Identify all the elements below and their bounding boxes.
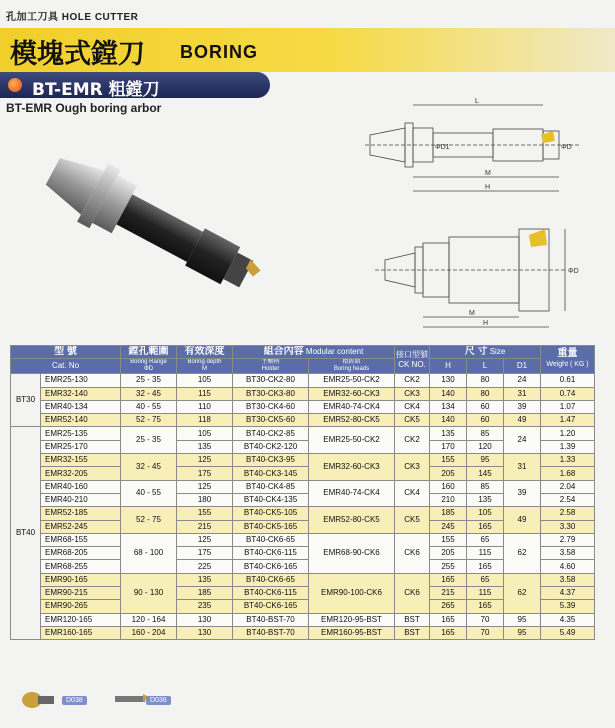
cell-range: 52 - 75 xyxy=(121,414,177,427)
cell-range: 25 - 35 xyxy=(121,427,177,454)
cell-d1: 24 xyxy=(504,374,541,387)
cell-holder: BT40-CK2-85 xyxy=(233,427,309,440)
cell-l: 60 xyxy=(467,414,504,427)
cell-l: 135 xyxy=(467,493,504,506)
cell-cat: EMR90-215 xyxy=(41,587,121,600)
cell-cat: EMR52-140 xyxy=(41,414,121,427)
cell-head: EMR52-80-CK5 xyxy=(309,414,395,427)
cell-ck: CK3 xyxy=(395,454,430,481)
dim-h-label: H xyxy=(485,184,491,191)
cell-weight: 1.07 xyxy=(541,400,595,413)
cell-weight: 4.35 xyxy=(541,613,595,626)
cell-l: 95 xyxy=(467,454,504,467)
header-ck: 接口型號 CK NO. xyxy=(395,346,430,374)
header-depth-cn: 有效深度 xyxy=(177,346,233,359)
table-row xyxy=(11,626,595,639)
cell-h: 165 xyxy=(430,613,467,626)
table-row xyxy=(11,613,595,626)
cell-weight: 2.54 xyxy=(541,493,595,506)
cell-cat: EMR25-135 xyxy=(41,427,121,440)
cell-holder: BT40-CK4-135 xyxy=(233,493,309,506)
cell-head: EMR68-90-CK6 xyxy=(309,533,395,573)
header-weight: 重量 Weight ( KG ) xyxy=(541,346,595,374)
cell-range: 32 - 45 xyxy=(121,454,177,481)
table-row xyxy=(11,427,595,440)
cell-weight: 5.49 xyxy=(541,626,595,639)
cell-m: 175 xyxy=(177,547,233,560)
cell-d1: 62 xyxy=(504,573,541,613)
cell-l: 80 xyxy=(467,387,504,400)
cell-d1: 62 xyxy=(504,533,541,573)
cell-m: 110 xyxy=(177,400,233,413)
cell-range: 40 - 55 xyxy=(121,400,177,413)
header-l: L xyxy=(467,359,504,374)
dim-m2-label: M xyxy=(469,310,475,317)
cell-h: 130 xyxy=(430,374,467,387)
table-row xyxy=(11,507,595,520)
cell-cat: EMR160-165 xyxy=(41,626,121,639)
cell-cat: EMR52-185 xyxy=(41,507,121,520)
cell-cat: EMR120-165 xyxy=(41,613,121,626)
cell-cat: EMR52-245 xyxy=(41,520,121,533)
cell-l: 70 xyxy=(467,626,504,639)
cell-holder: BT40-CK6-65 xyxy=(233,573,309,586)
cell-m: 125 xyxy=(177,480,233,493)
cell-cat: EMR90-165 xyxy=(41,573,121,586)
cell-h: 255 xyxy=(430,560,467,573)
cell-cat: EMR32-205 xyxy=(41,467,121,480)
cell-h: 265 xyxy=(430,600,467,613)
cell-holder: BT40-BST-70 xyxy=(233,626,309,639)
cell-h: 155 xyxy=(430,454,467,467)
cell-d1: 31 xyxy=(504,387,541,400)
cell-m: 105 xyxy=(177,374,233,387)
cell-cat: EMR68-155 xyxy=(41,533,121,546)
cell-range: 52 - 75 xyxy=(121,507,177,534)
header-cat-en: Cat. No xyxy=(11,359,121,374)
cell-holder: BT40-CK2-120 xyxy=(233,440,309,453)
page-title-cn: 模塊式鏜刀 xyxy=(10,39,145,70)
cell-holder: BT40-CK4-85 xyxy=(233,480,309,493)
cell-holder: BT40-CK6-165 xyxy=(233,600,309,613)
cell-m: 135 xyxy=(177,573,233,586)
cell-h: 210 xyxy=(430,493,467,506)
cell-l: 85 xyxy=(467,480,504,493)
page-ref-badge[interactable]: D038 xyxy=(62,696,87,705)
cell-holder: BT30-CK2-80 xyxy=(233,374,309,387)
cell-m: 215 xyxy=(177,520,233,533)
cell-l: 145 xyxy=(467,467,504,480)
cell-ck: CK6 xyxy=(395,533,430,573)
page-title-en: BORING xyxy=(180,42,258,62)
cell-h: 165 xyxy=(430,573,467,586)
cell-ck: CK4 xyxy=(395,480,430,507)
cell-ck: BST xyxy=(395,613,430,626)
cell-l: 165 xyxy=(467,560,504,573)
table-row xyxy=(11,414,595,427)
cell-head: EMR32-60-CK3 xyxy=(309,454,395,481)
cell-l: 120 xyxy=(467,440,504,453)
table-row xyxy=(11,374,595,387)
cell-holder: BT40-CK6-115 xyxy=(233,587,309,600)
cell-ck: CK3 xyxy=(395,387,430,400)
cell-h: 215 xyxy=(430,587,467,600)
cell-l: 105 xyxy=(467,507,504,520)
cell-holder: BT40-CK3-95 xyxy=(233,454,309,467)
title-banner xyxy=(0,28,615,72)
cell-cat: EMR32-155 xyxy=(41,454,121,467)
group-bt30: BT30 xyxy=(11,374,41,427)
cell-d1: 39 xyxy=(504,480,541,507)
cell-holder: BT40-CK6-115 xyxy=(233,547,309,560)
cell-weight: 3.58 xyxy=(541,547,595,560)
cell-m: 130 xyxy=(177,626,233,639)
cell-m: 105 xyxy=(177,427,233,440)
table-row xyxy=(11,573,595,586)
series-pill xyxy=(0,72,270,98)
cell-cat: EMR68-205 xyxy=(41,547,121,560)
cell-range: 40 - 55 xyxy=(121,480,177,507)
cell-m: 155 xyxy=(177,507,233,520)
header-h: H xyxy=(430,359,467,374)
table-row xyxy=(11,480,595,493)
cell-holder: BT40-BST-70 xyxy=(233,613,309,626)
cell-l: 85 xyxy=(467,427,504,440)
cell-h: 135 xyxy=(430,427,467,440)
cell-ck: CK2 xyxy=(395,427,430,454)
cell-weight: 0.61 xyxy=(541,374,595,387)
cell-d1: 39 xyxy=(504,400,541,413)
cell-weight: 2.79 xyxy=(541,533,595,546)
header-head: 精鏜頭 Boring heads xyxy=(309,359,395,374)
cell-weight: 1.33 xyxy=(541,454,595,467)
cell-m: 180 xyxy=(177,493,233,506)
subtitle: BT-EMR Ough boring arbor xyxy=(6,101,162,115)
cell-h: 170 xyxy=(430,440,467,453)
cell-l: 60 xyxy=(467,400,504,413)
cell-l: 115 xyxy=(467,547,504,560)
category-en: HOLE CUTTER xyxy=(61,12,139,23)
cell-weight: 1.39 xyxy=(541,440,595,453)
cell-l: 80 xyxy=(467,374,504,387)
cell-holder: BT40-CK5-105 xyxy=(233,507,309,520)
cell-holder: BT30-CK3-80 xyxy=(233,387,309,400)
cell-weight: 1.20 xyxy=(541,427,595,440)
cell-l: 115 xyxy=(467,587,504,600)
cell-h: 185 xyxy=(430,507,467,520)
dim-m-label: M xyxy=(485,170,491,177)
cell-weight: 4.60 xyxy=(541,560,595,573)
table-row xyxy=(11,533,595,546)
spec-table xyxy=(10,345,595,640)
cell-d1: 95 xyxy=(504,613,541,626)
cell-m: 125 xyxy=(177,454,233,467)
cell-head: EMR25-50-CK2 xyxy=(309,427,395,454)
cell-m: 225 xyxy=(177,560,233,573)
cell-weight: 3.58 xyxy=(541,573,595,586)
bullet-icon xyxy=(8,78,22,92)
cell-cat: EMR40-160 xyxy=(41,480,121,493)
cell-holder: BT40-CK6-65 xyxy=(233,533,309,546)
cell-range: 25 - 35 xyxy=(121,374,177,387)
cell-ck: CK5 xyxy=(395,507,430,534)
cell-l: 65 xyxy=(467,573,504,586)
cell-holder: BT40-CK6-165 xyxy=(233,560,309,573)
product-photo xyxy=(20,118,280,328)
cell-h: 155 xyxy=(430,533,467,546)
cell-weight: 0.74 xyxy=(541,387,595,400)
cell-weight: 5.39 xyxy=(541,600,595,613)
cell-m: 130 xyxy=(177,613,233,626)
cell-l: 65 xyxy=(467,533,504,546)
cell-d1: 95 xyxy=(504,626,541,639)
cell-range: 160 - 204 xyxy=(121,626,177,639)
header-holder: 主軸柄 Holder xyxy=(233,359,309,374)
cell-ck: BST xyxy=(395,626,430,639)
cell-l: 165 xyxy=(467,600,504,613)
cell-cat: EMR90-265 xyxy=(41,600,121,613)
cell-h: 140 xyxy=(430,387,467,400)
cell-m: 118 xyxy=(177,414,233,427)
technical-drawing xyxy=(365,95,610,335)
cell-weight: 3.30 xyxy=(541,520,595,533)
boring-bar-thumbnail-icon xyxy=(113,688,149,710)
page-ref-badge[interactable]: D036 xyxy=(146,696,171,705)
cell-head: EMR52-80-CK5 xyxy=(309,507,395,534)
cell-m: 125 xyxy=(177,533,233,546)
cell-holder: BT40-CK3-145 xyxy=(233,467,309,480)
header-range-cn: 鏜孔範圍 xyxy=(121,346,177,359)
cell-range: 68 - 100 xyxy=(121,533,177,573)
cell-range: 32 - 45 xyxy=(121,387,177,400)
category-line xyxy=(6,8,138,23)
cell-head: EMR32-60-CK3 xyxy=(309,387,395,400)
cell-head: EMR90-100-CK6 xyxy=(309,573,395,613)
cell-head: EMR40-74-CK4 xyxy=(309,480,395,507)
header-modular: 組合內容 Modular content xyxy=(233,346,395,359)
group-bt40: BT40 xyxy=(11,427,41,640)
cell-h: 205 xyxy=(430,467,467,480)
header-range-en: Boring Range ΦD xyxy=(121,359,177,374)
cell-cat: EMR32-140 xyxy=(41,387,121,400)
cell-m: 185 xyxy=(177,587,233,600)
series-label: BT-EMR 粗鏜刀 xyxy=(32,80,160,100)
cell-head: EMR120-95-BST xyxy=(309,613,395,626)
dim-d1-label: ΦD1 xyxy=(435,144,450,151)
cell-range: 90 - 130 xyxy=(121,573,177,613)
cell-l: 70 xyxy=(467,613,504,626)
cell-ck: CK5 xyxy=(395,414,430,427)
cell-cat: EMR40-210 xyxy=(41,493,121,506)
cell-weight: 4.37 xyxy=(541,587,595,600)
cell-cat: EMR25-170 xyxy=(41,440,121,453)
header-size: 尺 寸 Size xyxy=(430,346,541,359)
cell-h: 140 xyxy=(430,414,467,427)
cell-ck: CK6 xyxy=(395,573,430,613)
header-cat-cn: 型 號 xyxy=(11,346,121,359)
cell-holder: BT30-CK4-60 xyxy=(233,400,309,413)
cell-cat: EMR68-255 xyxy=(41,560,121,573)
category-cn: 孔加工刀具 xyxy=(6,12,59,23)
cell-head: EMR40-74-CK4 xyxy=(309,400,395,413)
cell-m: 115 xyxy=(177,387,233,400)
cell-m: 175 xyxy=(177,467,233,480)
cell-range: 120 - 164 xyxy=(121,613,177,626)
header-depth-en: Boring depth M xyxy=(177,359,233,374)
dim-l-label: L xyxy=(475,98,479,105)
cell-m: 135 xyxy=(177,440,233,453)
cell-h: 245 xyxy=(430,520,467,533)
cell-weight: 2.04 xyxy=(541,480,595,493)
cell-h: 165 xyxy=(430,626,467,639)
cell-head: EMR160-95-BST xyxy=(309,626,395,639)
cell-cat: EMR25-130 xyxy=(41,374,121,387)
dim-h2-label: H xyxy=(483,320,489,327)
cell-l: 165 xyxy=(467,520,504,533)
dim-d-label: ΦD xyxy=(561,144,572,151)
cell-d1: 24 xyxy=(504,427,541,454)
cell-h: 160 xyxy=(430,480,467,493)
cell-d1: 31 xyxy=(504,454,541,481)
cell-holder: BT40-CK5-165 xyxy=(233,520,309,533)
cell-weight: 2.58 xyxy=(541,507,595,520)
cell-weight: 1.68 xyxy=(541,467,595,480)
cell-m: 235 xyxy=(177,600,233,613)
cell-d1: 49 xyxy=(504,414,541,427)
related-products xyxy=(18,686,318,714)
cell-weight: 1.47 xyxy=(541,414,595,427)
cell-head: EMR25-50-CK2 xyxy=(309,374,395,387)
table-row xyxy=(11,454,595,467)
dim-d2-label: ΦD xyxy=(568,268,579,275)
table-row xyxy=(11,387,595,400)
boring-head-thumbnail-icon xyxy=(18,686,58,712)
cell-h: 134 xyxy=(430,400,467,413)
table-row xyxy=(11,400,595,413)
cell-ck: CK2 xyxy=(395,374,430,387)
cell-holder: BT30-CK5-60 xyxy=(233,414,309,427)
cell-ck: CK4 xyxy=(395,400,430,413)
header-d1: D1 xyxy=(504,359,541,374)
cell-cat: EMR40-134 xyxy=(41,400,121,413)
cell-d1: 49 xyxy=(504,507,541,534)
cell-h: 205 xyxy=(430,547,467,560)
